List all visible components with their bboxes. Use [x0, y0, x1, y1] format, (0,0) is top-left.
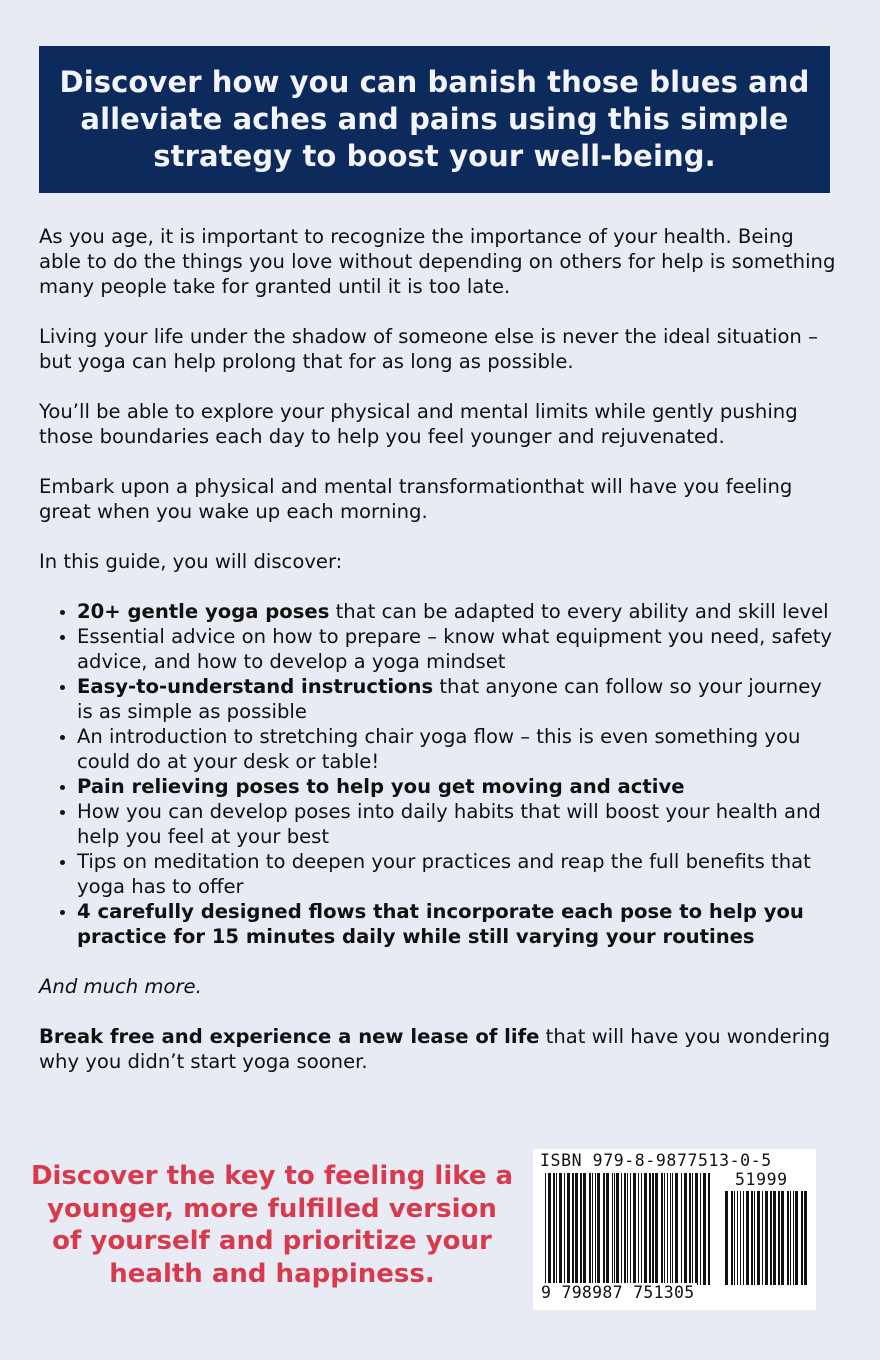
barcode-bar — [773, 1191, 776, 1285]
barcode-bar — [734, 1191, 735, 1285]
barcode-bar — [757, 1191, 760, 1285]
list-item: • 4 carefully designed flows that incorporate each pose to help you practice for 15 minutes daily while still varying your routines — [77, 899, 839, 949]
barcode-bar — [556, 1173, 557, 1285]
barcode-bar — [743, 1191, 744, 1285]
barcode-bar — [801, 1191, 803, 1285]
barcode-bar — [641, 1173, 642, 1285]
barcode-bar — [790, 1191, 791, 1285]
barcode-bar — [630, 1173, 631, 1285]
paragraph-age: As you age, it is important to recognize the importance of your health. Being able to do the things you love without depending on others for help is something many people take for granted until it is too late. — [39, 225, 836, 298]
paragraph-shadow: Living your life under the shadow of someone else is never the ideal situation – but yoga can help prolong that for as long as possible. — [39, 325, 818, 373]
list-item: • 20+ gentle yoga poses that can be adapted to every ability and skill level — [77, 599, 839, 624]
barcode-addon-digits: 51999 — [735, 1170, 788, 1189]
barcode-bar — [731, 1191, 733, 1285]
barcode-bar — [684, 1173, 687, 1285]
barcode-bar — [548, 1173, 551, 1285]
barcode-bar — [649, 1173, 651, 1285]
barcode-bar — [612, 1173, 613, 1285]
barcode-bar — [572, 1173, 574, 1285]
barcode-bar — [545, 1173, 546, 1285]
barcode-bar — [616, 1173, 619, 1285]
list-item: • How you can develop poses into daily habits that will boost your health and help you feel at your best — [77, 799, 839, 849]
barcode-bar — [589, 1173, 591, 1285]
barcode-bar — [567, 1173, 570, 1285]
list-item: • Tips on meditation to deepen your practices and reap the full benefits that yoga has to offer — [77, 849, 839, 899]
barcode-bar — [754, 1191, 755, 1285]
paragraph-transformation: Embark upon a physical and mental transformationthat will have you feeling great when you wake up each morning. — [39, 475, 793, 523]
barcode-bar — [580, 1173, 582, 1285]
list-item: • Easy-to-understand instructions that anyone can follow so your journey is as simple as possible — [77, 674, 839, 724]
barcode-bar — [778, 1191, 780, 1285]
isbn-barcode — [533, 1149, 816, 1310]
barcode-bar — [781, 1191, 784, 1285]
barcode-bar — [667, 1173, 668, 1285]
barcode-bar — [614, 1173, 615, 1285]
barcode-bar — [675, 1173, 678, 1285]
barcode-bar — [695, 1173, 698, 1285]
barcode-bar — [770, 1191, 772, 1285]
barcode-bar — [633, 1173, 636, 1285]
barcode-bar — [689, 1173, 691, 1285]
barcode-bar — [672, 1173, 673, 1285]
barcode-bar — [575, 1173, 578, 1285]
barcode-bar — [787, 1191, 789, 1285]
barcode-bar — [746, 1191, 749, 1285]
barcode-bar — [595, 1173, 596, 1285]
header-line-1: Discover how you can banish those blues and — [59, 65, 810, 99]
header-line-2: alleviate aches and pains using this simple — [80, 102, 789, 136]
barcode-bar — [692, 1173, 693, 1285]
barcode-bar — [638, 1173, 639, 1285]
list-item: • An introduction to stretching chair yoga flow – this is even something you could do at your desk or table! — [77, 724, 839, 774]
barcode-bar — [664, 1173, 665, 1285]
barcode-bar — [603, 1173, 605, 1285]
isbn-label: ISBN 979-8-9877513-0-5 — [540, 1151, 772, 1170]
barcode-bar — [627, 1173, 628, 1285]
barcode-bar — [597, 1173, 600, 1285]
barcode-bar — [795, 1191, 798, 1285]
barcode-bar — [737, 1191, 738, 1285]
barcode-bar — [621, 1173, 622, 1285]
barcode-bar — [762, 1191, 763, 1285]
barcode-bar — [644, 1173, 647, 1285]
barcode-bar — [559, 1173, 562, 1285]
description-body — [39, 224, 839, 1099]
header-banner — [39, 46, 830, 193]
barcode-bar — [661, 1173, 663, 1285]
barcode-bar — [564, 1173, 565, 1285]
closing-paragraph: Break free and experience a new lease of life that will have you wondering why you didn’t start yoga sooner. — [39, 1025, 831, 1073]
barcode-bar — [670, 1173, 671, 1285]
barcode-bar — [592, 1173, 593, 1285]
barcode-digits: 9 798987 751305 — [541, 1283, 695, 1302]
barcode-bar — [740, 1191, 741, 1285]
barcode-bar — [804, 1191, 807, 1285]
and-much-more: And much more. — [39, 975, 202, 998]
barcode-bar — [725, 1191, 728, 1285]
barcode-bar — [606, 1173, 609, 1285]
barcode-bar — [655, 1173, 658, 1285]
list-item: • Essential advice on how to prepare – know what equipment you need, safety advice, and how to develop a yoga mindset — [77, 624, 839, 674]
list-item: • Pain relieving poses to help you get moving and active — [77, 774, 839, 799]
header-headline — [60, 64, 810, 175]
barcode-bar — [681, 1173, 682, 1285]
barcode-bar — [553, 1173, 555, 1285]
barcode-bar — [624, 1173, 626, 1285]
paragraph-limits: You’ll be able to explore your physical and mental limits while gently pushing those boundaries each day to help you feel younger and rejuvenated. — [39, 400, 798, 448]
benefits-list — [39, 599, 839, 949]
barcode-bar — [751, 1191, 753, 1285]
paragraph-intro-list: In this guide, you will discover: — [39, 550, 343, 573]
barcode-bar — [793, 1191, 794, 1285]
barcode-bar — [703, 1173, 706, 1285]
barcode-bar — [765, 1191, 768, 1285]
barcode-bar — [583, 1173, 586, 1285]
barcode-bar — [708, 1173, 710, 1285]
barcode-bar — [652, 1173, 654, 1285]
header-line-3: strategy to boost your well-being. — [153, 139, 716, 173]
barcode-bar — [700, 1173, 701, 1285]
bottom-tagline: Discover the key to feeling like a younger, more fulfilled version of yourself and prioritize your health and happiness. — [30, 1161, 514, 1289]
